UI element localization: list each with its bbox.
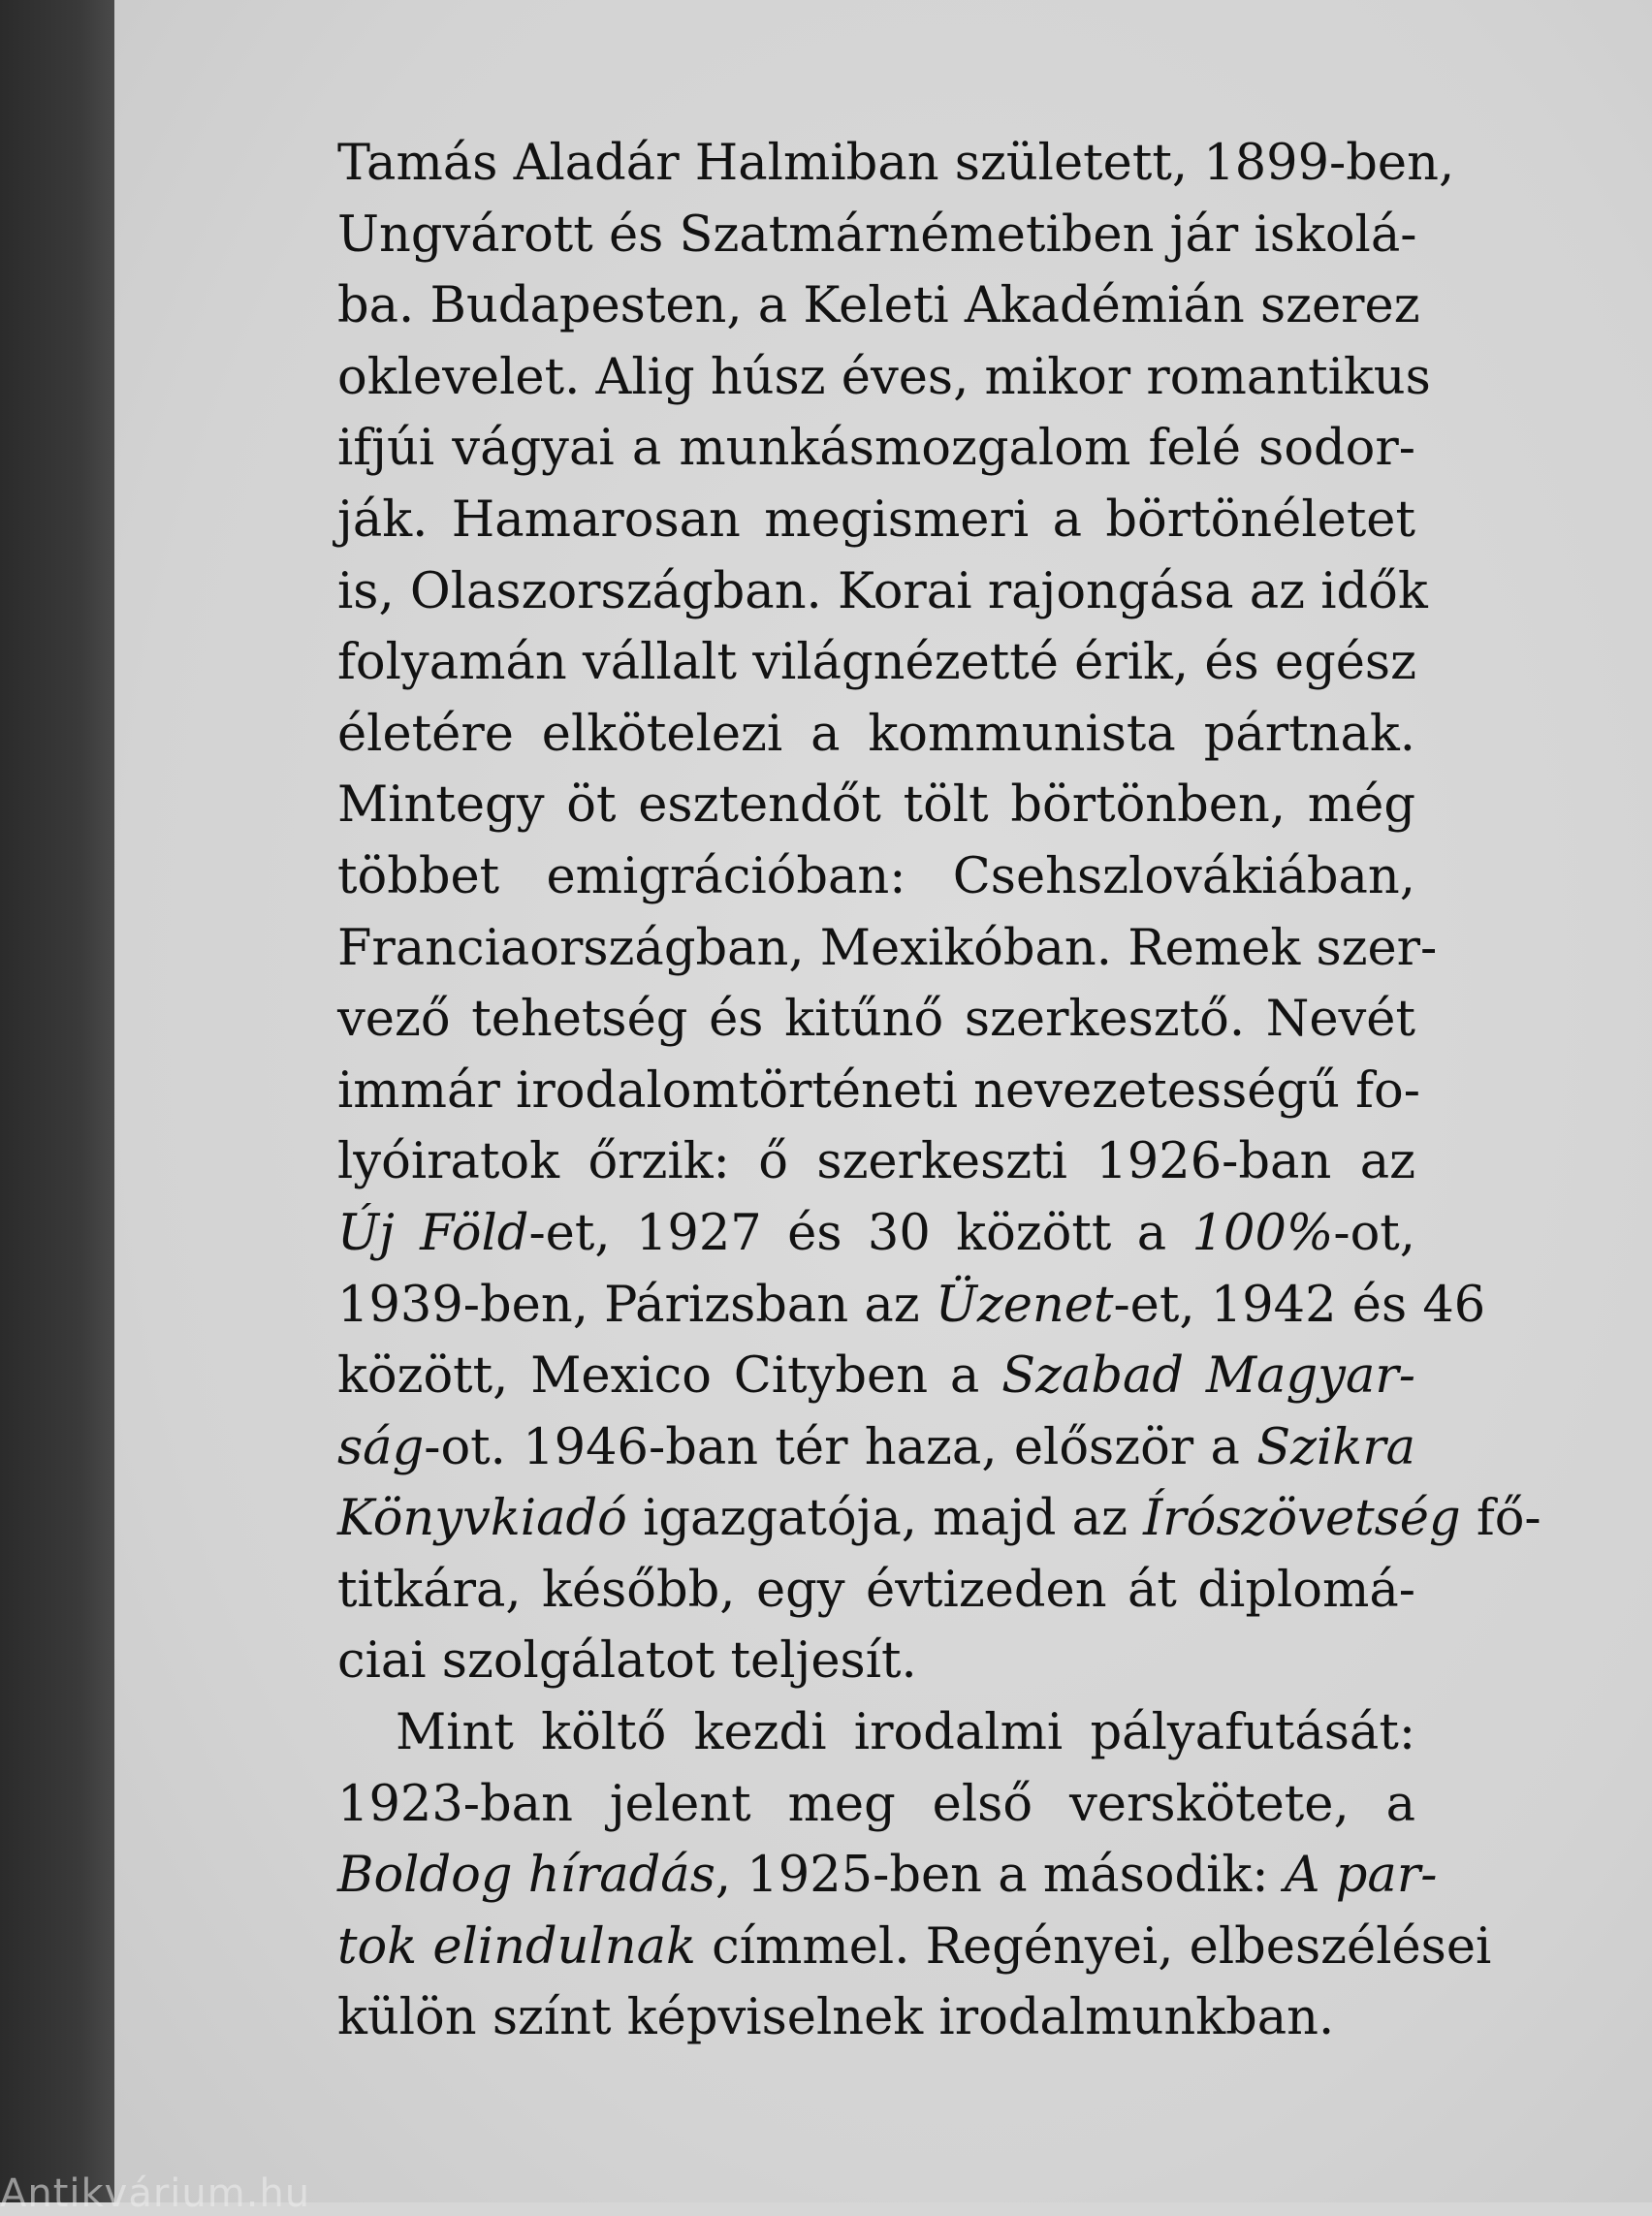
text-segment: igazgatója, majd az (626, 1490, 1144, 1548)
text-line (337, 699, 1415, 771)
italic-title: ság (337, 1418, 425, 1476)
text-segment: életére elkötelezi a kommunista pártnak. (337, 705, 1415, 763)
text-segment: lyóiratok őrzik: ő szerkeszti 1926-ban az (337, 1133, 1415, 1191)
book-page (114, 0, 1652, 2202)
text-segment: 1923-ban jelent meg első verskötete, a (337, 1775, 1415, 1833)
text-line (337, 770, 1415, 841)
text-segment: Mintegy öt esztendőt tölt börtönben, még (337, 776, 1415, 835)
text-segment: immár irodalomtörténeti nevezetességű fo- (337, 1061, 1420, 1120)
text-segment: ifjúi vágyai a munkásmozgalom felé sodor- (337, 420, 1415, 478)
text-line (337, 1697, 1415, 1769)
text-segment: , 1925-ben a második: (715, 1847, 1285, 1905)
text-line (337, 200, 1415, 271)
italic-title: Szikra (1256, 1418, 1415, 1476)
text-segment: vező tehetség és kitűnő szerkesztő. Nevét (337, 991, 1415, 1049)
italic-title: A par- (1284, 1847, 1438, 1905)
text-segment: külön színt képviselnek irodalmunkban. (337, 1989, 1335, 2047)
text-segment: 1939-ben, Párizsban az (337, 1276, 936, 1334)
text-line (337, 1555, 1415, 1627)
text-segment: ba. Budapesten, a Keleti Akadémián szerez (337, 277, 1420, 335)
text-line (337, 342, 1431, 414)
text-line (337, 984, 1415, 1056)
text-segment: fő- (1460, 1490, 1541, 1548)
text-segment: -ot, (1333, 1204, 1416, 1262)
text-line (337, 1626, 1415, 1697)
text-line (337, 1412, 1415, 1484)
italic-title: 100% (1191, 1204, 1334, 1262)
text-segment: -et, 1927 és 30 között a (528, 1204, 1192, 1262)
text-line (337, 128, 1455, 200)
biography-text (337, 128, 1541, 2054)
text-line (337, 1198, 1415, 1270)
italic-title: Boldog híradás (337, 1847, 715, 1905)
text-line (337, 485, 1415, 556)
text-segment: ják. Hamarosan megismeri a börtönéletet (337, 491, 1415, 549)
italic-title: Írószövetség (1143, 1490, 1461, 1548)
italic-title: tok elindulnak (337, 1917, 696, 1976)
text-line (337, 913, 1438, 985)
text-segment: Ungvárott és Szatmárnémetiben jár iskolá- (337, 206, 1417, 264)
text-segment: -ot. 1946-ban tér haza, először a (424, 1418, 1257, 1476)
text-segment: titkára, később, egy évtizeden át diplomá- (337, 1561, 1415, 1619)
text-segment: Mint költő kezdi irodalmi pályafutását: (396, 1704, 1415, 1762)
paragraph-1 (337, 128, 1541, 1697)
text-segment: többet emigrációban: Csehszlovákiában, (337, 847, 1415, 905)
text-segment: címmel. Regényei, elbeszélései (695, 1917, 1492, 1976)
text-line (337, 1483, 1541, 1555)
text-line (337, 1982, 1415, 2054)
text-line (337, 1056, 1420, 1127)
watermark: Antikvárium.hu (0, 2171, 311, 2216)
italic-title: Szabad Magyar- (1001, 1347, 1415, 1406)
book-spine-shadow (0, 0, 114, 2202)
text-segment: folyamán vállalt világnézetté érik, és egész (337, 634, 1416, 692)
italic-title: Könyvkiadó (337, 1490, 627, 1548)
text-line (337, 270, 1420, 342)
text-segment: ciai szolgálatot teljesít. (337, 1632, 917, 1691)
text-line (337, 627, 1415, 699)
text-segment: Tamás Aladár Halmiban született, 1899-ben, (337, 135, 1455, 192)
text-segment: Franciaországban, Mexikóban. Remek szer- (337, 919, 1438, 977)
text-line (337, 1840, 1438, 1912)
italic-title: Új Föld (337, 1204, 529, 1262)
text-line (337, 1341, 1415, 1412)
text-segment: oklevelet. Alig húsz éves, mikor romantikus (337, 348, 1431, 406)
text-segment: között, Mexico Cityben a (337, 1347, 1002, 1406)
text-segment: -et, 1942 és 46 (1113, 1276, 1486, 1334)
text-segment: is, Olaszországban. Korai rajongása az idők (337, 562, 1428, 620)
text-line (337, 1126, 1415, 1198)
text-line (337, 413, 1415, 485)
paragraph-2 (337, 1697, 1492, 2054)
text-line (337, 1769, 1415, 1841)
italic-title: Üzenet (935, 1276, 1114, 1334)
text-line (337, 556, 1428, 628)
text-line (337, 1270, 1486, 1342)
text-line (337, 1912, 1492, 1983)
text-line (337, 841, 1415, 913)
